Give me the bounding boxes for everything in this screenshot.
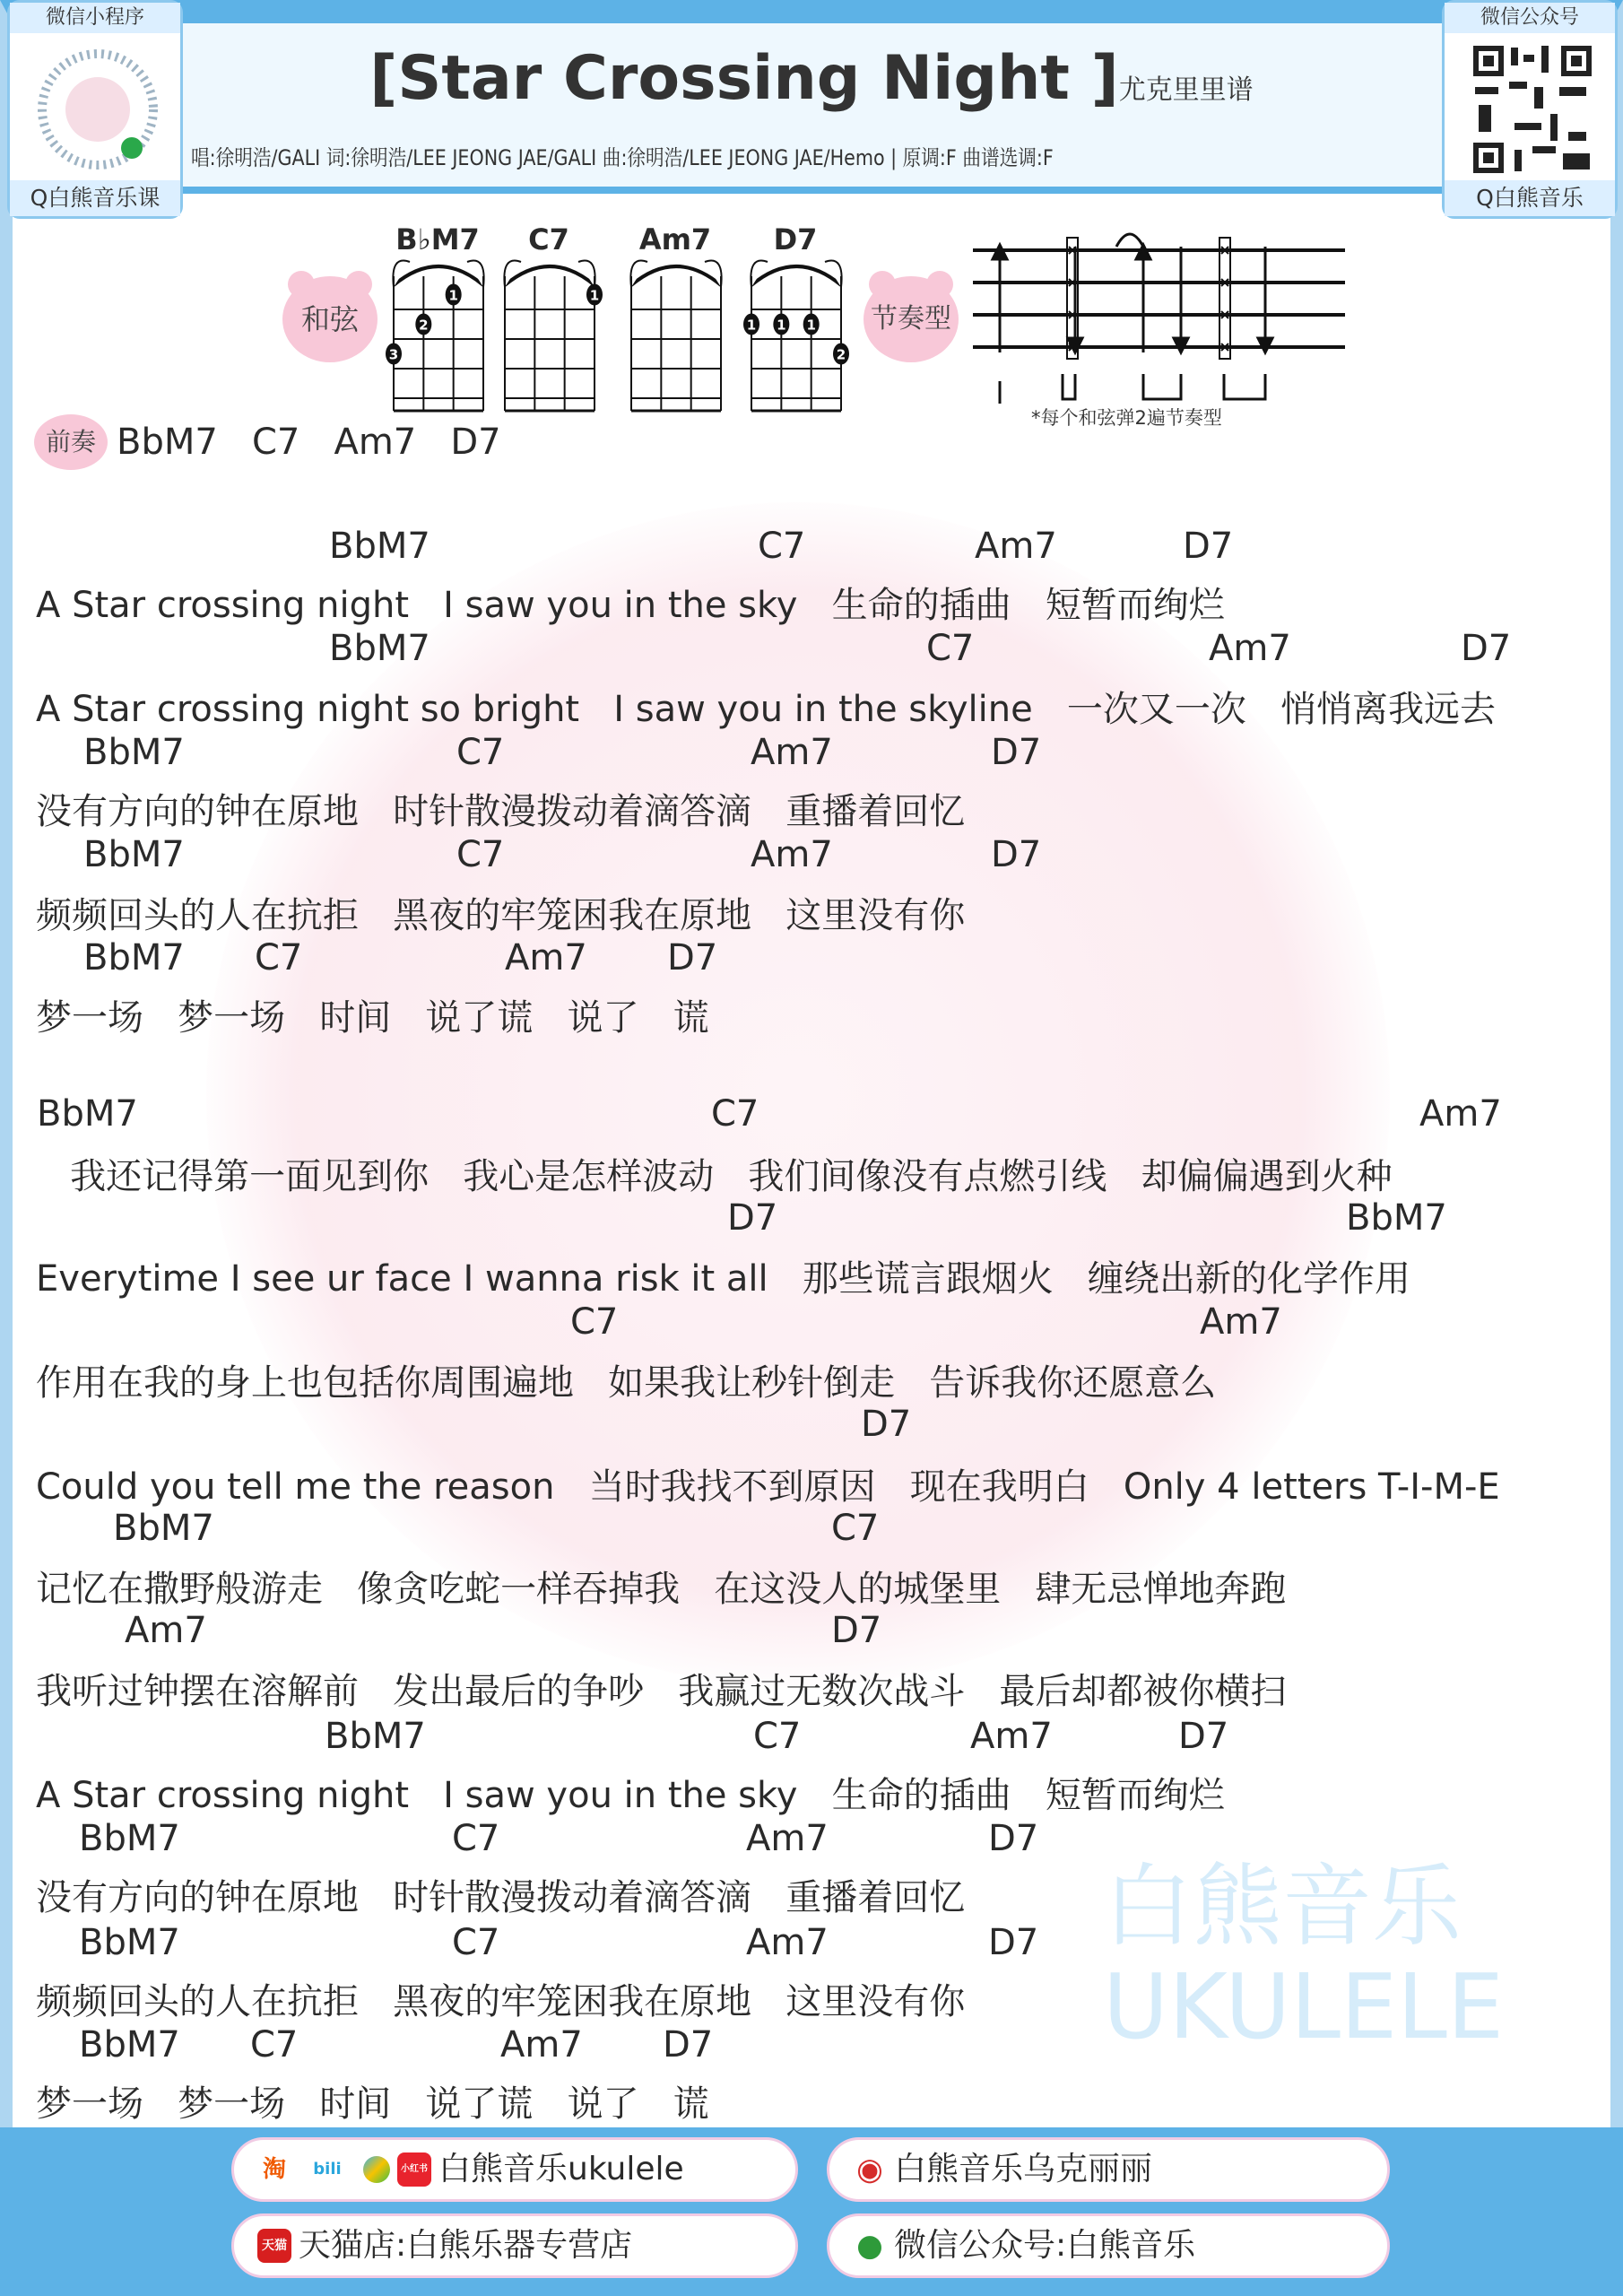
chord-label: D7	[831, 1610, 882, 1651]
chord-label: Am7	[125, 1610, 207, 1651]
wechat-official-qr[interactable]	[1442, 0, 1618, 219]
credits: 唱:徐明浩/GALI 词:徐明浩/LEE JEONG JAE/GALI 曲:徐明浩/LEE JEONG JAE/Hemo | 原调:F 曲谱选调:F	[191, 145, 1054, 170]
chord-name-D7: D7	[773, 222, 818, 257]
chord-label: D7	[988, 1922, 1039, 1963]
chord-label: C7	[452, 1922, 500, 1963]
chord-label: Am7	[746, 1818, 829, 1859]
lyric-line: 我听过钟摆在溶解前 发出最后的争吵 我赢过无数次战斗 最后却都被你横扫	[36, 1671, 1287, 1712]
chord-label: C7	[926, 628, 975, 669]
chord-label: Am7	[746, 1922, 829, 1963]
chord-label: C7	[452, 1818, 500, 1859]
social-link-label: 白熊音乐ukulele	[438, 2151, 684, 2187]
chord-label: Am7	[1200, 1301, 1282, 1343]
weibo-icon: ◉	[853, 2152, 887, 2187]
chord-label: Am7	[1209, 628, 1291, 669]
svg-text:2: 2	[836, 346, 846, 363]
mini-program-code-icon	[35, 42, 161, 177]
xiaohongshu-icon: 小红书	[397, 2152, 431, 2187]
svg-text:1: 1	[746, 317, 757, 334]
chord-label: C7	[456, 834, 505, 875]
lyric-line: 没有方向的钟在原地 时针散漫拨动着滴答滴 重播着回忆	[36, 1877, 966, 1918]
chord-label: D7	[667, 937, 718, 978]
chord-label: BbM7	[325, 1716, 426, 1757]
lyric-line: A Star crossing night I saw you in the sky 生命的插曲 短暂而绚烂	[36, 1775, 1225, 1816]
finger-dot	[586, 284, 603, 306]
lyric-line: 频频回头的人在抗拒 黑夜的牢笼困我在原地 这里没有你	[36, 895, 966, 936]
chord-label: D7	[861, 1404, 912, 1445]
finger-dot	[386, 344, 402, 365]
chord-label: Am7	[975, 526, 1057, 567]
chord-label: C7	[753, 1716, 802, 1757]
chord-label: C7	[831, 1508, 880, 1549]
mini-program-qr[interactable]	[7, 0, 183, 219]
chord-name-BbM7: B♭M7	[395, 222, 480, 257]
svg-text:3: 3	[388, 346, 399, 363]
chord-label: C7	[570, 1301, 619, 1343]
song-title	[175, 43, 1448, 114]
qr-code-icon	[1470, 42, 1595, 177]
social-link-label: 微信公众号:白熊音乐	[894, 2227, 1196, 2264]
social-link-weibo[interactable]	[827, 2137, 1390, 2202]
taobao-icon: 淘	[257, 2152, 291, 2187]
finger-dot	[833, 344, 849, 365]
chord-label: Am7	[500, 2024, 583, 2066]
header	[175, 23, 1448, 194]
chord-label: Am7	[505, 937, 587, 978]
lyric-line: 作用在我的身上也包括你周围遍地 如果我让秒针倒走 告诉我你还愿意么	[36, 1362, 1217, 1404]
svg-text:1: 1	[777, 317, 786, 334]
chord-label: BbM7	[113, 1508, 214, 1549]
finger-dot	[773, 314, 789, 335]
chord-label: BbM7	[79, 1818, 180, 1859]
finger-dot	[446, 284, 462, 306]
chord-label: Am7	[970, 1716, 1053, 1757]
rhythm-badge: 节奏型	[864, 276, 959, 362]
lyric-line: 频频回头的人在抗拒 黑夜的牢笼困我在原地 这里没有你	[36, 1981, 966, 2022]
chord-label: D7	[1183, 526, 1234, 567]
lyric-line: A Star crossing night I saw you in the sky 生命的插曲 短暂而绚烂	[36, 585, 1225, 626]
watermark: 白熊音乐UKULELE	[1103, 1854, 1505, 2059]
social-link-ukulele[interactable]	[231, 2137, 798, 2202]
wechat-official-caption: 微信公众号	[1445, 3, 1615, 33]
svg-text:1: 1	[806, 317, 816, 334]
chord-label: Am7	[751, 732, 833, 773]
chord-label: BbM7	[79, 1922, 180, 1963]
chord-diagram-BbM7	[388, 258, 487, 402]
chord-label: D7	[991, 732, 1042, 773]
chord-label: D7	[663, 2024, 714, 2066]
chord-label: BbM7	[83, 732, 185, 773]
chord-label: Am7	[1419, 1093, 1502, 1135]
chord-label: BbM7	[329, 628, 430, 669]
finger-dot	[415, 314, 431, 335]
wechat-official-search: Q白熊音乐	[1445, 180, 1615, 216]
chord-label: D7	[1461, 628, 1512, 669]
chord-label: D7	[988, 1818, 1039, 1859]
lyric-line: 我还记得第一面见到你 我心是怎样波动 我们间像没有点燃引线 却偏偏遇到火种	[36, 1156, 1393, 1197]
chord-label: C7	[758, 526, 806, 567]
lyric-line: 梦一场 梦一场 时间 说了谎 说了 谎	[36, 997, 709, 1039]
chord-label: BbM7	[1346, 1197, 1447, 1239]
svg-text:1: 1	[589, 287, 600, 304]
chords-badge: 和弦	[282, 276, 378, 362]
chord-label: BbM7	[329, 526, 430, 567]
lyric-line: Could you tell me the reason 当时我找不到原因 现在我明白 Only 4 letters T-I-M-E	[36, 1466, 1500, 1508]
lyric-line: A Star crossing night so bright I saw you in the skyline 一次又一次 悄悄离我远去	[36, 689, 1497, 730]
rhythm-note: *每个和弦弹2遍节奏型	[1031, 407, 1222, 429]
chord-label: C7	[255, 937, 303, 978]
lyric-line: 记忆在撒野般游走 像贪吃蛇一样吞掉我 在这没人的城堡里 肆无忌惮地奔跑	[36, 1569, 1287, 1610]
chord-label: Am7	[751, 834, 833, 875]
social-link-tmall[interactable]	[231, 2213, 798, 2278]
svg-text:2: 2	[419, 317, 429, 334]
lyric-line: Everytime I see ur face I wanna risk it all 那些谎言跟烟火 缠绕出新的化学作用	[36, 1258, 1410, 1300]
song-title-text: [Star Crossing Night ]	[369, 43, 1119, 114]
chord-label: D7	[991, 834, 1042, 875]
chord-label: D7	[1178, 1716, 1229, 1757]
chord-diagram-C7	[499, 258, 598, 402]
chord-label: BbM7	[83, 834, 185, 875]
video-play-icon	[363, 2156, 390, 2183]
chord-label: BbM7	[79, 2024, 180, 2066]
strum-pattern	[973, 229, 1350, 404]
wechat-icon: ●	[853, 2229, 887, 2263]
chord-diagram-D7	[746, 258, 845, 402]
bilibili-icon: bili	[299, 2152, 356, 2187]
chord-label: C7	[711, 1093, 759, 1135]
social-link-label: 天猫店:白熊乐器专营店	[299, 2227, 633, 2264]
chord-label: BbM7	[37, 1093, 138, 1135]
footer	[0, 2127, 1623, 2296]
intro-badge: 前奏	[34, 414, 108, 470]
chord-label: C7	[456, 732, 505, 773]
mini-program-search: Q白熊音乐课	[10, 180, 180, 216]
mini-program-caption: 微信小程序	[10, 3, 180, 33]
social-link-wechat[interactable]	[827, 2213, 1390, 2278]
chord-label: D7	[727, 1197, 778, 1239]
chord-diagram-Am7	[626, 258, 725, 402]
chord-label: BbM7	[83, 937, 185, 978]
lyric-line: 梦一场 梦一场 时间 说了谎 说了 谎	[36, 2083, 709, 2125]
lyric-line: 没有方向的钟在原地 时针散漫拨动着滴答滴 重播着回忆	[36, 791, 966, 832]
intro-chords: BbM7 C7 Am7 D7	[117, 422, 501, 463]
social-link-label: 白熊音乐乌克丽丽	[894, 2151, 1153, 2187]
chord-name-C7: C7	[528, 222, 569, 257]
tmall-icon: 天猫	[257, 2229, 291, 2263]
chord-label: C7	[250, 2024, 299, 2066]
svg-text:1: 1	[448, 287, 458, 304]
chord-name-Am7: Am7	[638, 222, 712, 257]
finger-dot	[743, 314, 759, 335]
finger-dot	[803, 314, 820, 335]
song-title-suffix: 尤克里里谱	[1118, 74, 1254, 106]
